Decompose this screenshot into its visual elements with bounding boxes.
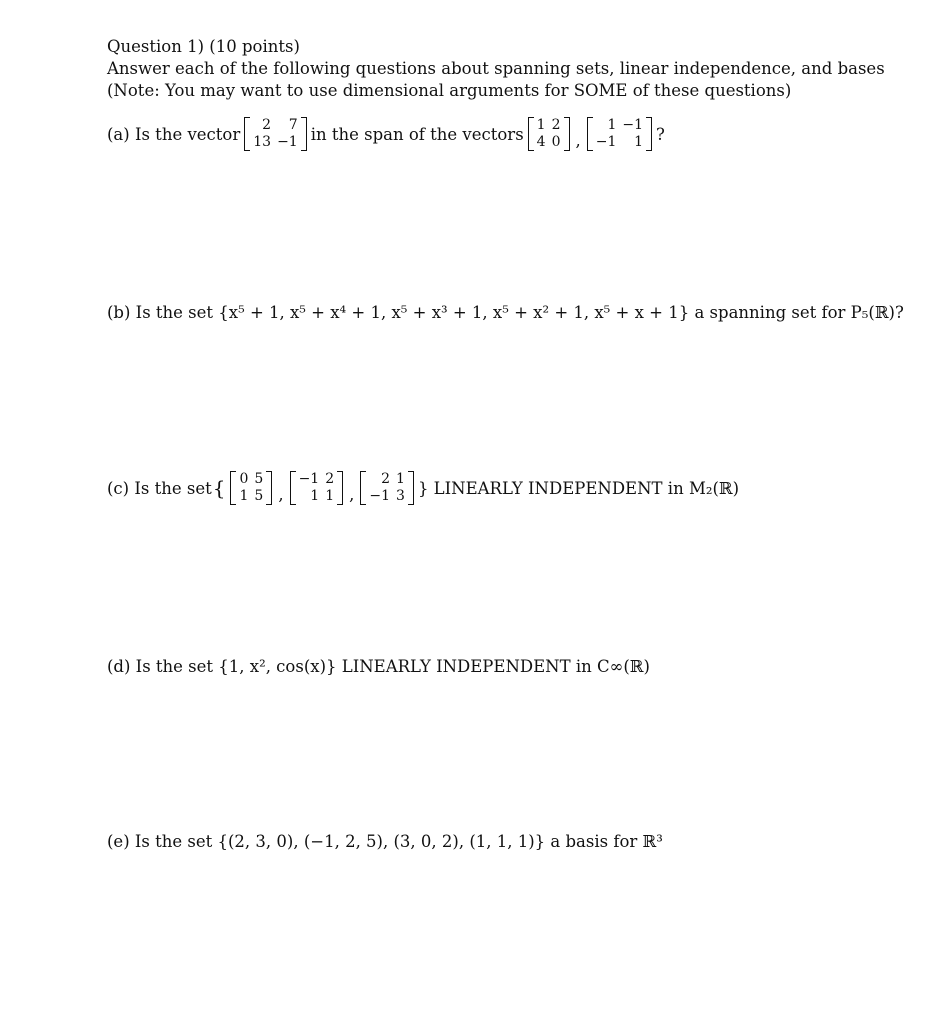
matrix-cell: −1 xyxy=(369,488,391,504)
matrix-cell: 1 xyxy=(325,488,335,504)
matrix-cell: 2 xyxy=(551,117,561,133)
matrix-cell: −1 xyxy=(298,471,320,487)
matrix-cell: −1 xyxy=(622,117,644,133)
part-a-span-matrix-1 xyxy=(528,117,570,151)
part-c-matrix-1 xyxy=(230,471,272,505)
part-e: (e) Is the set {(2, 3, 0), (−1, 2, 5), (3, 0, 2), (1, 1, 1)} a basis for ℝ³ xyxy=(107,832,663,851)
part-c-prefix: (c) Is the set xyxy=(107,478,212,498)
part-a-vector-matrix xyxy=(244,117,306,151)
matrix-cell: 7 xyxy=(288,117,298,133)
part-c-suffix: } LINEARLY INDEPENDENT in M₂(ℝ) xyxy=(417,478,740,498)
question-title: Question 1) (10 points) xyxy=(107,37,300,56)
matrix-cell: 1 xyxy=(310,488,320,504)
part-c-matrix-3 xyxy=(360,471,414,505)
part-a-suffix: ? xyxy=(656,124,665,144)
open-brace: { xyxy=(212,476,226,500)
part-c-matrix-2 xyxy=(290,471,344,505)
matrix-cell: 0 xyxy=(551,134,561,150)
matrix-cell: 3 xyxy=(396,488,405,504)
comma: , xyxy=(575,130,581,150)
comma: , xyxy=(349,484,355,504)
matrix-cell: 2 xyxy=(381,471,391,487)
matrix-cell: 13 xyxy=(253,134,272,150)
part-d: (d) Is the set {1, x², cos(x)} LINEARLY INDEPENDENT in C∞(ℝ) xyxy=(107,657,650,676)
matrix-cell: 1 xyxy=(239,488,249,504)
part-a-prefix: (a) Is the vector xyxy=(107,124,241,144)
matrix-cell: 1 xyxy=(634,134,644,150)
matrix-cell: 1 xyxy=(607,117,617,133)
matrix-cell: 1 xyxy=(396,471,405,487)
question-note: (Note: You may want to use dimensional arguments for SOME of these questions) xyxy=(107,81,792,100)
part-a xyxy=(107,117,665,151)
matrix-cell: 1 xyxy=(536,117,546,133)
part-a-span-matrix-2 xyxy=(587,117,652,151)
part-c xyxy=(107,471,739,505)
matrix-cell: 5 xyxy=(254,471,264,487)
matrix-cell: 5 xyxy=(254,488,264,504)
question-instructions: Answer each of the following questions about spanning sets, linear independence, and bases xyxy=(107,59,885,78)
part-a-middle: in the span of the vectors xyxy=(310,124,524,144)
matrix-cell: 2 xyxy=(325,471,335,487)
matrix-cell: −1 xyxy=(277,134,298,150)
matrix-cell: 2 xyxy=(262,117,272,133)
comma: , xyxy=(278,484,284,504)
matrix-cell: 0 xyxy=(239,471,249,487)
matrix-cell: −1 xyxy=(595,134,617,150)
part-b: (b) Is the set {x⁵ + 1, x⁵ + x⁴ + 1, x⁵ + x³ + 1, x⁵ + x² + 1, x⁵ + x + 1} a spanning set for P₅(ℝ)? xyxy=(107,303,904,322)
matrix-cell: 4 xyxy=(536,134,546,150)
